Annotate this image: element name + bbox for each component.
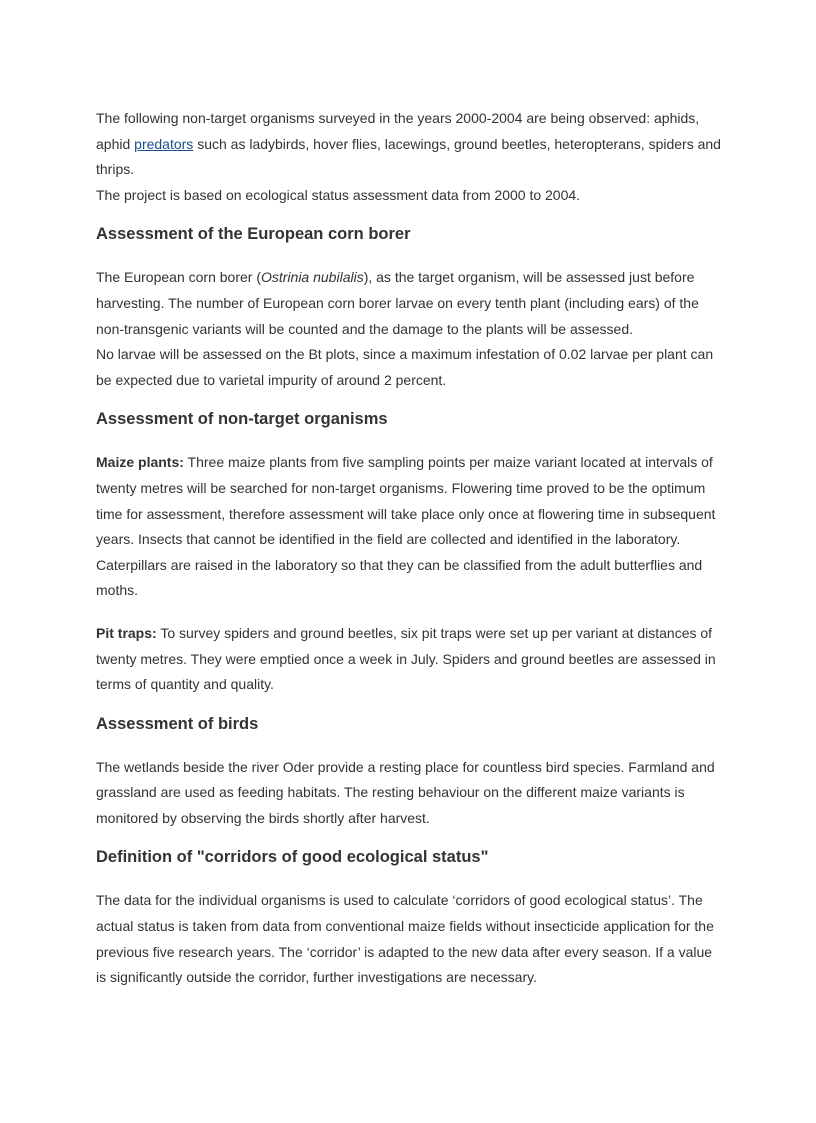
predators-link[interactable]: predators xyxy=(134,135,194,152)
intro-paragraph xyxy=(96,106,724,183)
pit-traps-text: To survey spiders and ground beetles, six pit traps were set up per variant at distances of twenty metres. They were emptied once a week in July. Spiders and ground beetles are assessed in terms of quantity and quality. xyxy=(96,624,716,693)
corn-borer-paragraph xyxy=(96,265,724,342)
birds-paragraph: The wetlands beside the river Oder provide a resting place for countless bird species. Farmland and grassland are used as feeding habitats. The resting behaviour on the different maize variants is monitored by observing the birds shortly after harvest. xyxy=(96,758,715,826)
intro-text-before: The following non-target organisms surveyed in the years 2000-2004 are being observed: aphids, aphid xyxy=(96,110,700,152)
bt-plots-paragraph: No larvae will be assessed on the Bt plots, since a maximum infestation of 0.02 larvae per plant can be expected due to varietal impurity of around 2 percent. xyxy=(96,346,714,388)
pit-traps-paragraph xyxy=(96,621,724,698)
maize-plants-paragraph xyxy=(96,450,724,604)
heading-non-target: Assessment of non-target organisms xyxy=(96,410,388,429)
corridors-paragraph: The data for the individual organisms is used to calculate ‘corridors of good ecological status’. The actual status is taken from data from conventional maize fields without insecticide application for the previous five research years. The ‘corridor’ is adapted to the new data after every season. If a value is significantly outside the corridor, further investigations are necessary. xyxy=(96,892,714,986)
maize-plants-text: Three maize plants from five sampling points per maize variant located at intervals of twenty metres will be searched for non-target organisms. Flowering time proved to be the optimum time for assessment, therefore assessment will take place only once at flowering time in subsequent years. Insects that cannot be identified in the field are collected and identified in the laboratory. Caterpillars are raised in the laboratory so that they can be classified from the adult butterflies and moths. xyxy=(96,454,716,599)
document-body xyxy=(96,106,724,991)
heading-corn-borer: Assessment of the European corn borer xyxy=(96,225,411,244)
intro-text-after: such as ladybirds, hover flies, lacewings, ground beetles, heteropterans, spiders and thrips. xyxy=(96,135,721,178)
pit-traps-label: Pit traps: xyxy=(96,624,157,641)
corn-borer-text-after: ), as the target organism, will be assessed just before harvesting. The number of European corn borer larvae on every tenth plant (including ears) of the non-transgenic variants will be counted and the damage to the plants will be assessed. xyxy=(96,269,699,337)
intro-data-note: The project is based on ecological status assessment data from 2000 to 2004. xyxy=(96,186,581,203)
corn-borer-text-before: The European corn borer ( xyxy=(96,269,261,286)
maize-plants-label: Maize plants: xyxy=(96,454,184,471)
heading-birds: Assessment of birds xyxy=(96,714,259,733)
heading-corridors: Definition of "corridors of good ecological status" xyxy=(96,848,489,867)
species-name: Ostrinia nubilalis xyxy=(260,269,364,286)
